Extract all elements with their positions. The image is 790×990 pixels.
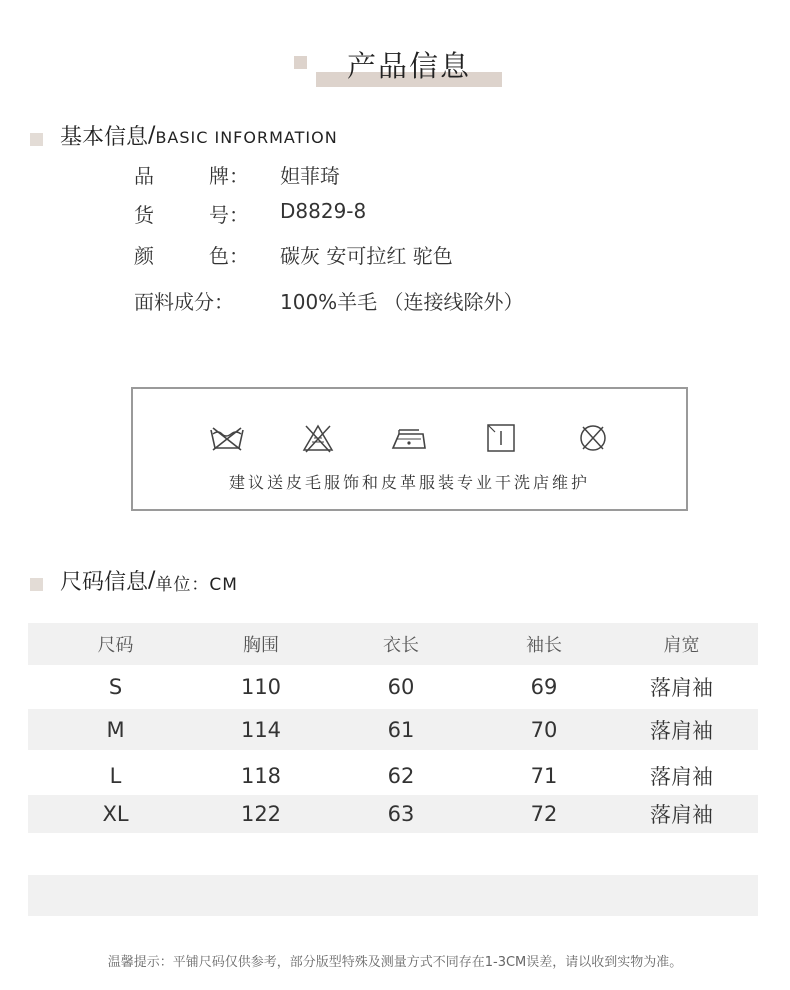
size-info-title: 尺码信息 <box>60 569 149 595</box>
label-char: 货 <box>134 203 154 227</box>
info-row-sku <box>134 199 366 228</box>
care-icons-row <box>133 422 686 454</box>
table-row <box>28 750 758 795</box>
table-cell: 72 <box>530 802 558 826</box>
title-accent-square <box>294 56 307 69</box>
table-cell: 69 <box>530 675 558 699</box>
info-row-color <box>134 240 453 269</box>
info-label <box>134 160 249 189</box>
no-wash-icon <box>207 422 247 454</box>
table-header-cell: 尺码 <box>97 635 134 656</box>
footer-note: 温馨提示：平铺尺码仅供参考，部分版型特殊及测量方式不同存在1-3CM误差，请以收到实物为准。 <box>107 955 683 970</box>
size-unit-label: 单位：CM <box>155 574 238 595</box>
table-cell: M <box>106 717 125 742</box>
table-cell: 110 <box>240 675 282 699</box>
info-value: 100%羊毛 （连接线除外） <box>280 290 524 314</box>
table-header-row <box>28 623 758 665</box>
info-row-material <box>134 286 524 315</box>
page-title-block <box>0 0 790 110</box>
table-cell: 118 <box>240 763 282 788</box>
section-square-icon <box>30 133 43 146</box>
table-cell: 落肩袖 <box>650 803 713 827</box>
table-cell: 62 <box>387 763 415 788</box>
info-label <box>134 240 249 269</box>
size-info-header <box>30 563 238 597</box>
basic-info-header <box>30 118 338 152</box>
table-row <box>28 665 758 709</box>
size-info-slash: / <box>148 567 156 593</box>
table-cell: 122 <box>240 802 282 826</box>
no-bleach-icon <box>298 422 338 454</box>
info-label <box>134 199 249 228</box>
label-char: 牌： <box>209 164 249 188</box>
info-row-brand <box>134 160 340 189</box>
size-table <box>28 623 758 833</box>
table-cell: S <box>108 675 123 699</box>
label-char: 色： <box>209 244 249 268</box>
info-value: 碳灰 安可拉红 驼色 <box>280 244 453 268</box>
care-instructions-text: 建议送皮毛服饰和皮革服装专业干洗店维护 <box>228 473 590 492</box>
table-row <box>28 795 758 833</box>
basic-info-slash: / <box>148 122 156 148</box>
label-char: 号： <box>209 203 249 227</box>
info-value: 妲菲琦 <box>280 164 340 188</box>
table-header-cell: 袖长 <box>526 635 562 656</box>
table-header-cell: 肩宽 <box>663 635 700 656</box>
blank-gray-bar <box>28 875 758 916</box>
table-cell: XL <box>102 802 129 826</box>
info-value: D8829-8 <box>280 199 367 223</box>
table-cell: 61 <box>387 717 415 742</box>
table-cell: 落肩袖 <box>650 764 713 789</box>
table-header-cell: 衣长 <box>383 635 419 656</box>
page-title: 产品信息 <box>346 49 471 83</box>
table-header-cell: 胸围 <box>243 635 279 656</box>
table-cell: 落肩袖 <box>650 676 713 700</box>
no-dry-clean-icon <box>573 422 613 454</box>
care-instructions-box <box>131 387 688 511</box>
basic-info-title: 基本信息 <box>60 124 149 150</box>
table-cell: 71 <box>530 763 558 788</box>
table-cell: 63 <box>387 802 415 826</box>
basic-info-title-en: BASIC INFORMATION <box>155 127 338 147</box>
table-cell: 70 <box>530 717 558 742</box>
info-label: 面料成分： <box>134 290 234 314</box>
table-cell: L <box>109 763 122 788</box>
label-char: 品 <box>134 164 154 188</box>
iron-icon <box>389 422 429 454</box>
table-cell: 114 <box>240 717 282 742</box>
table-cell: 60 <box>387 675 415 699</box>
table-cell: 落肩袖 <box>650 718 713 743</box>
label-char: 颜 <box>134 244 154 268</box>
section-square-icon <box>30 578 43 591</box>
table-row <box>28 709 758 750</box>
line-dry-icon <box>481 422 521 454</box>
